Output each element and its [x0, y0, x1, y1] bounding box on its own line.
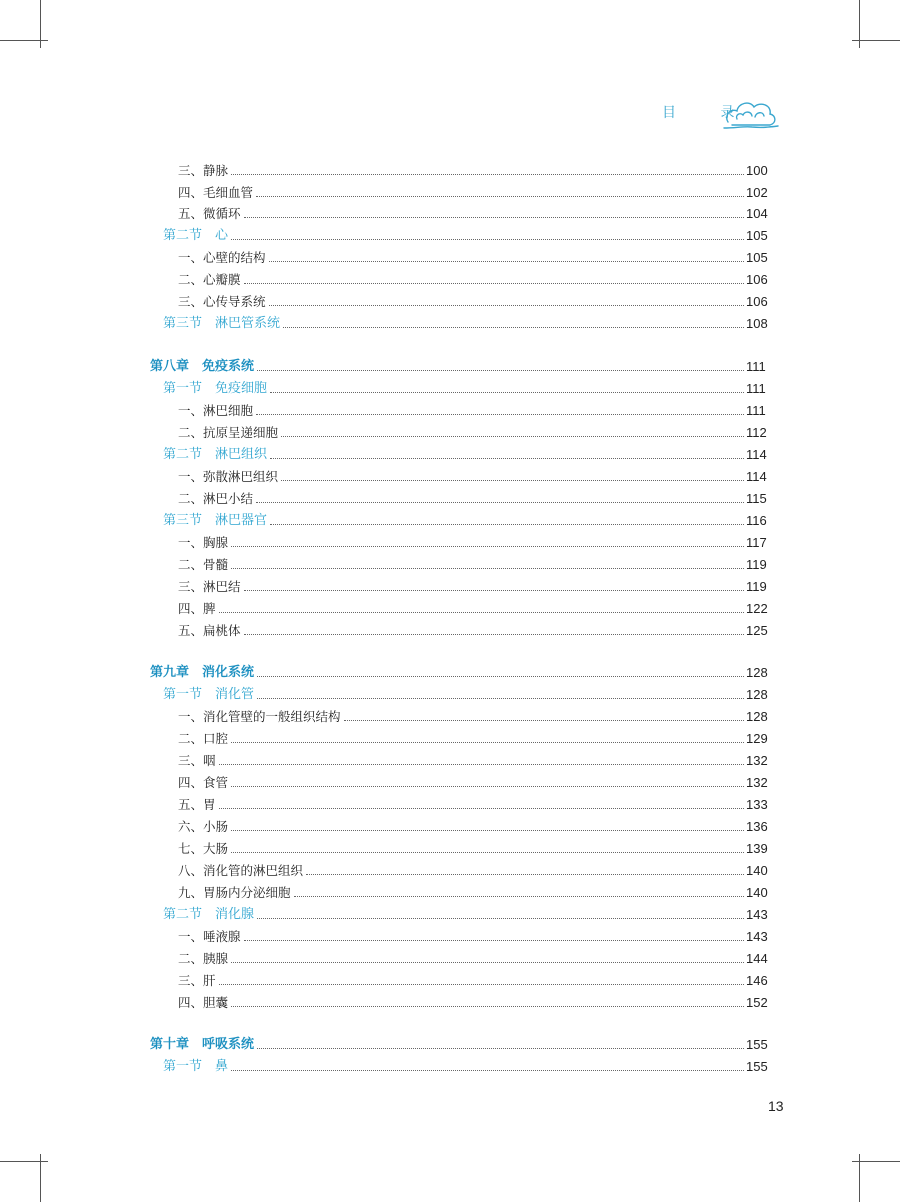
header-title: 目 录 [662, 105, 755, 121]
toc-entry-item [178, 947, 772, 967]
toc-entry-page: 105 [746, 250, 768, 265]
toc-entry-page: 132 [746, 753, 768, 768]
toc-entry-chapter [150, 1033, 772, 1053]
toc-entry-title: 第二节 淋巴组织 [163, 447, 268, 462]
toc-entry-page: 105 [746, 228, 768, 243]
crop-mark [0, 40, 48, 41]
dot-leader [244, 282, 744, 284]
toc-entry-page: 102 [746, 185, 768, 200]
dot-leader [257, 697, 744, 699]
toc-entry-page: 140 [746, 885, 768, 900]
toc-entry-section [163, 903, 772, 923]
toc-entry-item [178, 421, 772, 441]
dot-leader [281, 479, 744, 481]
dot-leader [256, 195, 744, 197]
toc-entry-page: 155 [746, 1059, 768, 1074]
toc-entry-page: 115 [746, 491, 767, 506]
toc-entry-page: 129 [746, 731, 768, 746]
toc-entry-page: 133 [746, 797, 768, 812]
dot-leader [294, 895, 744, 897]
toc-entry-item [178, 399, 772, 419]
toc-entry-title: 一、胸腺 [178, 535, 229, 550]
toc-entry-item [178, 859, 772, 879]
toc-entry-title: 二、胰腺 [178, 951, 229, 966]
toc-entry-title: 四、毛细血管 [178, 185, 254, 200]
toc-entry-item [178, 771, 772, 791]
toc-entry-section [163, 1055, 772, 1075]
dot-leader [219, 807, 744, 809]
toc-entry-title: 四、食管 [178, 775, 229, 790]
toc-entry-title: 第二节 心 [163, 228, 229, 243]
dot-leader [231, 785, 744, 787]
dot-leader [344, 719, 744, 721]
toc-entry-title: 九、胃肠内分泌细胞 [178, 885, 291, 900]
dot-leader [244, 939, 744, 941]
toc-entry-page: 140 [746, 863, 768, 878]
dot-leader [244, 216, 744, 218]
toc-entry-item [178, 246, 772, 266]
toc-entry-section [163, 443, 772, 463]
toc-entry-title: 第二节 消化腺 [163, 907, 255, 922]
toc-entry-page: 136 [746, 819, 768, 834]
toc-entry-item [178, 553, 772, 573]
toc-entry-title: 第一节 消化管 [163, 687, 255, 702]
toc-entry-item [178, 465, 772, 485]
crop-mark [852, 1161, 900, 1162]
toc-entry-page: 125 [746, 623, 768, 638]
toc-entry-title: 三、心传导系统 [178, 294, 266, 309]
dot-leader [219, 611, 744, 613]
toc-entry-title: 二、口腔 [178, 731, 229, 746]
toc-entry-page: 119 [746, 579, 767, 594]
dot-leader [283, 326, 744, 328]
toc-entry-page: 114 [746, 469, 767, 484]
toc-entry-page: 146 [746, 973, 768, 988]
toc-entry-page: 128 [746, 665, 768, 680]
dot-leader [231, 567, 744, 569]
dot-leader [256, 413, 744, 415]
toc-entry-page: 116 [746, 513, 767, 528]
toc-entry-title: 第一节 鼻 [163, 1059, 229, 1074]
dot-leader [231, 829, 744, 831]
toc-entry-item [178, 531, 772, 551]
toc-entry-item [178, 815, 772, 835]
toc-entry-page: 143 [746, 907, 768, 922]
toc-entry-title: 第三节 淋巴管系统 [163, 316, 281, 331]
toc-entry-title: 五、扁桃体 [178, 623, 241, 638]
toc-entry-title: 一、消化管壁的一般组织结构 [178, 709, 341, 724]
toc-entry-page: 119 [746, 557, 767, 572]
toc-entry-item [178, 727, 772, 747]
toc-entry-page: 106 [746, 272, 768, 287]
toc-entry-title: 四、胆囊 [178, 995, 229, 1010]
toc-entry-section [163, 683, 772, 703]
toc-entry-item [178, 202, 772, 222]
page-number: 13 [768, 1098, 784, 1114]
toc-entry-page: 143 [746, 929, 768, 944]
dot-leader [270, 391, 744, 393]
toc-entry-title: 一、弥散淋巴组织 [178, 469, 279, 484]
toc-entry-title: 二、骨髓 [178, 557, 229, 572]
dot-leader [231, 1005, 744, 1007]
dot-leader [231, 238, 744, 240]
dot-leader [257, 917, 744, 919]
dot-leader [219, 983, 744, 985]
toc-entry-title: 二、淋巴小结 [178, 491, 254, 506]
toc-entry-page: 108 [746, 316, 768, 331]
toc-entry-item [178, 705, 772, 725]
toc-entry-page: 139 [746, 841, 768, 856]
toc-entry-title: 第八章 免疫系统 [150, 359, 255, 374]
dot-leader [256, 501, 744, 503]
cloud-ornament-icon [722, 96, 780, 132]
toc-entry-title: 八、消化管的淋巴组织 [178, 863, 304, 878]
dot-leader [306, 873, 744, 875]
toc-entry-title: 二、心瓣膜 [178, 272, 241, 287]
dot-leader [270, 523, 744, 525]
dot-leader [219, 763, 744, 765]
toc-entry-chapter [150, 661, 772, 681]
toc-entry-title: 一、心壁的结构 [178, 250, 266, 265]
dot-leader [281, 435, 744, 437]
toc-entry-title: 二、抗原呈递细胞 [178, 425, 279, 440]
toc-entry-item [178, 575, 772, 595]
toc-entry-item [178, 619, 772, 639]
dot-leader [269, 260, 744, 262]
toc-entry-page: 100 [746, 163, 768, 178]
toc-entry-title: 五、微循环 [178, 206, 241, 221]
toc-entry-page: 111 [746, 403, 766, 418]
dot-leader [231, 741, 744, 743]
toc-entry-page: 132 [746, 775, 768, 790]
toc-entry-item [178, 181, 772, 201]
toc-entry-page: 155 [746, 1037, 768, 1052]
dot-leader [257, 1047, 744, 1049]
dot-leader [231, 851, 744, 853]
toc-entry-title: 一、唾液腺 [178, 929, 241, 944]
toc-entry-title: 第三节 淋巴器官 [163, 513, 268, 528]
toc-entry-title: 三、淋巴结 [178, 579, 241, 594]
toc-entry-page: 144 [746, 951, 768, 966]
toc-entry-item [178, 597, 772, 617]
dot-leader [270, 457, 744, 459]
toc-entry-item [178, 881, 772, 901]
toc-entry-page: 117 [746, 535, 767, 550]
dot-leader [231, 961, 744, 963]
dot-leader [257, 369, 744, 371]
toc-entry-page: 114 [746, 447, 767, 462]
toc-entry-title: 一、淋巴细胞 [178, 403, 254, 418]
toc-entry-page: 128 [746, 709, 768, 724]
toc-entry-title: 三、静脉 [178, 163, 229, 178]
toc-entry-title: 四、脾 [178, 601, 216, 616]
toc-entry-item [178, 837, 772, 857]
dot-leader [231, 1069, 744, 1071]
toc-entry-item [178, 793, 772, 813]
dot-leader [244, 589, 744, 591]
toc-entry-title: 五、胃 [178, 797, 216, 812]
toc-entry-page: 112 [746, 425, 767, 440]
toc-entry-title: 六、小肠 [178, 819, 229, 834]
toc-entry-item [178, 991, 772, 1011]
toc-entry-page: 122 [746, 601, 768, 616]
toc-entry-item [178, 925, 772, 945]
toc-entry-page: 128 [746, 687, 768, 702]
crop-mark [0, 1161, 48, 1162]
dot-leader [269, 304, 744, 306]
toc-entry-item [178, 487, 772, 507]
toc-entry-item [178, 159, 772, 179]
toc-entry-section [163, 224, 772, 244]
toc-entry-section [163, 377, 772, 397]
crop-mark [852, 40, 900, 41]
dot-leader [257, 675, 744, 677]
toc-entry-title: 第十章 呼吸系统 [150, 1037, 255, 1052]
toc-entry-section [163, 312, 772, 332]
dot-leader [231, 173, 744, 175]
dot-leader [231, 545, 744, 547]
toc-entry-title: 三、肝 [178, 973, 216, 988]
toc-entry-chapter [150, 355, 772, 375]
toc-entry-page: 111 [746, 359, 766, 374]
toc-entry-item [178, 290, 772, 310]
toc-entry-title: 七、大肠 [178, 841, 229, 856]
toc-entry-section [163, 509, 772, 529]
toc-entry-item [178, 969, 772, 989]
toc-entry-title: 第九章 消化系统 [150, 665, 255, 680]
toc-entry-item [178, 268, 772, 288]
page-header [0, 96, 900, 136]
toc-entry-page: 111 [746, 381, 766, 396]
toc-entry-title: 第一节 免疫细胞 [163, 381, 268, 396]
toc-entry-item [178, 749, 772, 769]
toc-entry-title: 三、咽 [178, 753, 216, 768]
toc-entry-page: 104 [746, 206, 768, 221]
toc-entry-page: 152 [746, 995, 768, 1010]
toc-entry-page: 106 [746, 294, 768, 309]
dot-leader [244, 633, 744, 635]
